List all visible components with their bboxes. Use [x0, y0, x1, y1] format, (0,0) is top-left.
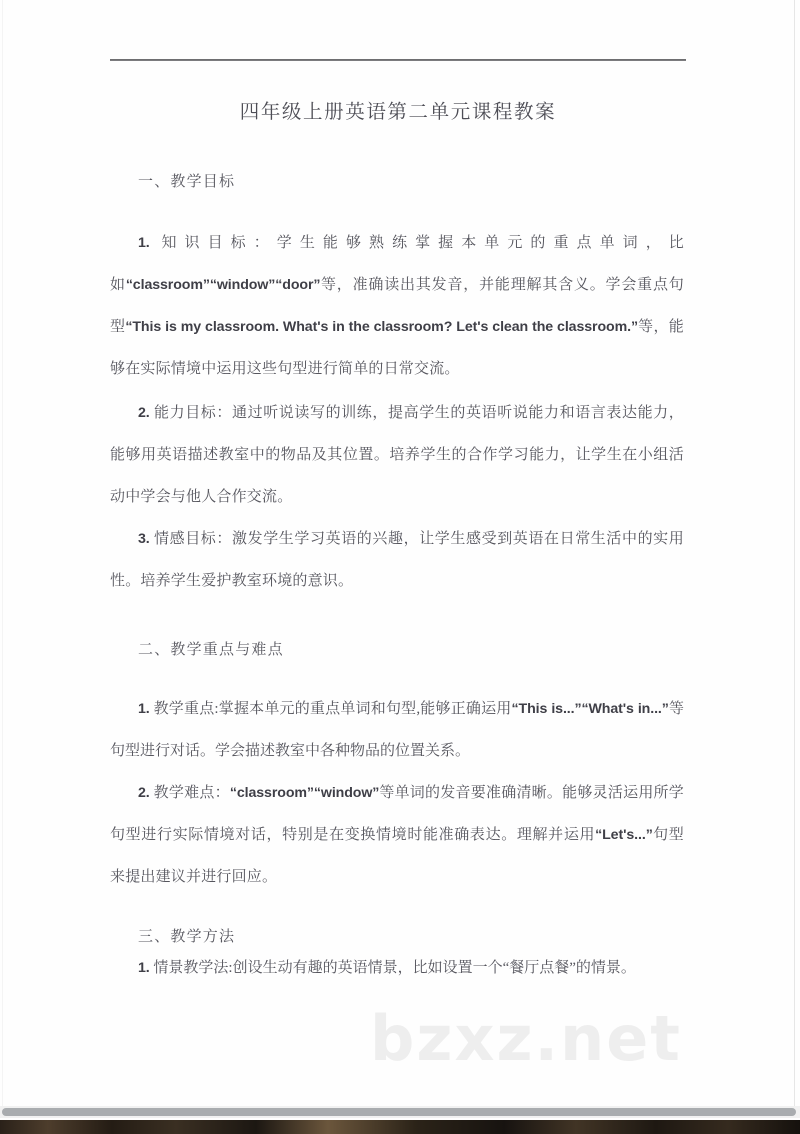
item-text-1: 创设生动有趣的英语情景，比如设置一个“餐厅点餐”的情景。 — [232, 960, 636, 976]
section-heading-3: 三、教学方法 — [138, 929, 236, 945]
paragraph-3-1 — [110, 947, 684, 989]
site-watermark: bzxz.net — [370, 1002, 682, 1075]
item-quote-1: “classroom”“window”“door” — [125, 277, 321, 293]
page-edge-left — [2, 0, 3, 1106]
item-label: 情感目标： — [154, 531, 232, 547]
item-quote-2: “This is my classroom. What's in the classroom? Let's clean the classroom.” — [125, 319, 638, 335]
item-number: 1. — [138, 960, 150, 976]
item-label: 知识目标： — [161, 235, 277, 251]
item-text-3: 等，能够在实际情境中运用这些句型进行简单的日常交流。 — [110, 319, 685, 377]
item-label: 情景教学法: — [153, 960, 233, 976]
item-number: 3. — [138, 531, 150, 547]
item-text-2: 等，准确读出其发音，并能理解其含义。学会重点句型 — [110, 277, 684, 335]
paragraph-1-2 — [110, 392, 684, 518]
paragraph-2-1 — [110, 688, 684, 772]
item-label: 能力目标： — [154, 405, 232, 421]
page-edge-right — [794, 0, 795, 1106]
item-text-3: 句型来提出建议并进行回应。 — [110, 827, 684, 885]
item-text-1: 通过听说读写的训练，提高学生的英语听说能力和语言表达能力，能够用英语描述教室中的物品及其位置。培养学生的合作学习能力，让学生在小组活动中学会与他人合作交流。 — [110, 405, 684, 505]
item-number: 1. — [138, 701, 150, 717]
header-rule — [110, 59, 686, 61]
section-heading-2: 二、教学重点与难点 — [138, 642, 284, 658]
item-text-1: 掌握本单元的重点单词和句型,能够正确运用 — [218, 701, 512, 717]
item-text-1: 学生能够熟练掌握本单元的重点单词，比如 — [110, 235, 684, 293]
item-label: 教学难点： — [153, 785, 230, 801]
item-number: 2. — [138, 405, 150, 421]
bottom-edge-strip — [0, 1120, 800, 1134]
paragraph-1-3 — [110, 518, 684, 602]
item-quote-1: “classroom”“window” — [229, 785, 380, 801]
section-heading-1: 一、教学目标 — [138, 174, 236, 190]
page-title: 四年级上册英语第二单元课程教案 — [239, 102, 557, 123]
paragraph-2-2 — [110, 772, 684, 898]
item-number: 2. — [138, 785, 150, 801]
item-text-1: 激发学生学习英语的兴趣，让学生感受到英语在日常生活中的实用性。培养学生爱护教室环境的意识。 — [110, 531, 684, 589]
horizontal-scrollbar-thumb[interactable] — [2, 1108, 796, 1116]
item-number: 1. — [138, 235, 150, 251]
item-text-2: 等句型进行对话。学会描述教室中各种物品的位置关系。 — [110, 701, 684, 759]
item-text-2: 等单词的发音要准确清晰。能够灵活运用所学句型进行实际情境对话，特别是在变换情境时能准确表达。理解并运用 — [110, 785, 684, 843]
item-quote-1: “This is...”“What's in...” — [511, 701, 669, 717]
item-label: 教学重点: — [153, 701, 219, 717]
paragraph-1-1 — [110, 222, 684, 390]
item-quote-2: “Let's...” — [595, 827, 653, 843]
